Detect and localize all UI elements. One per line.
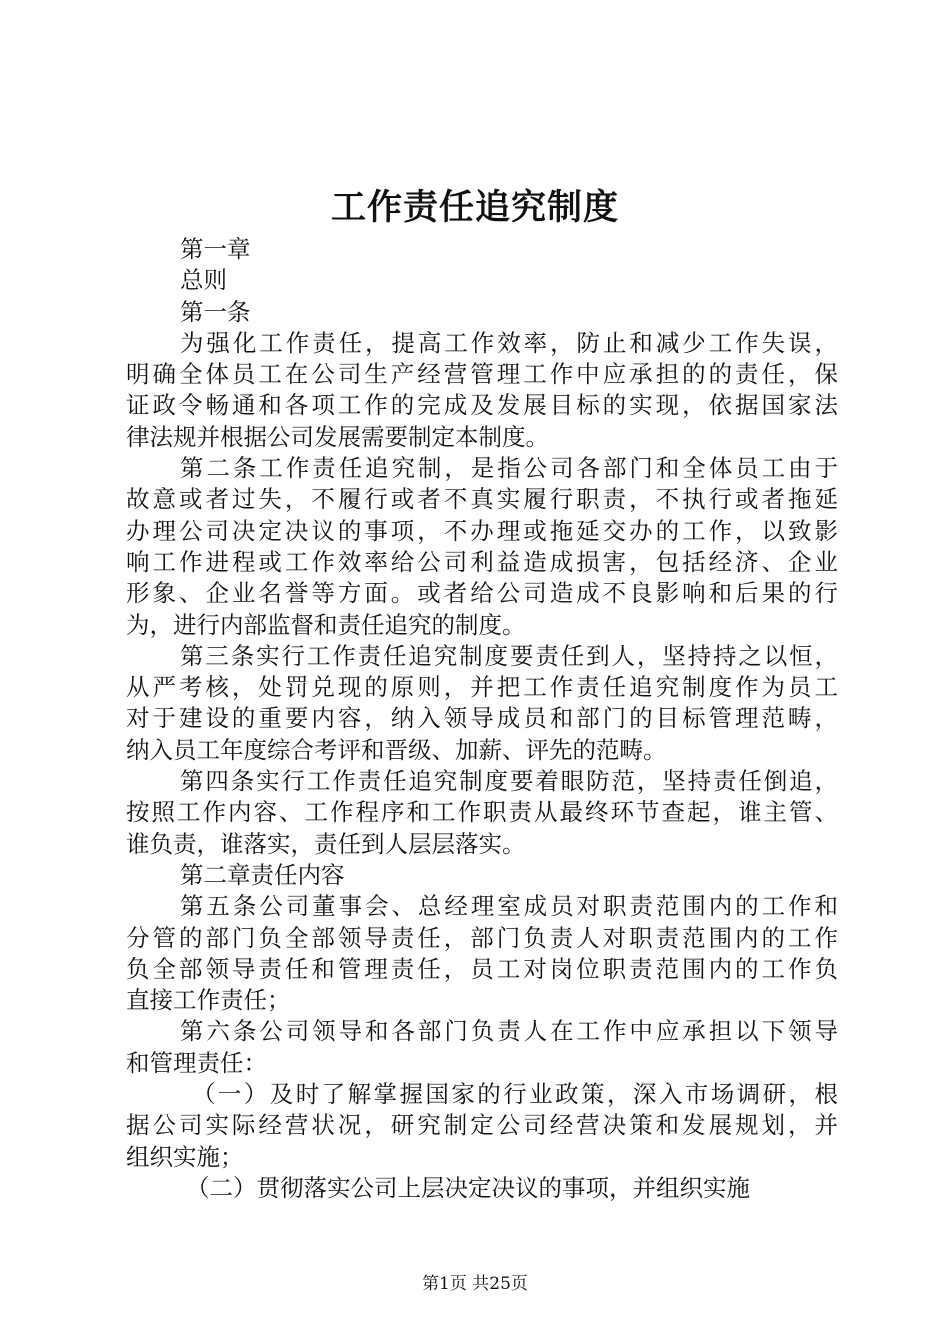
list-item-line: （一）及时了解掌握国家的行业政策，深入市场调研，根	[192, 1080, 838, 1109]
list-item-line: 据公司实际经营状况，研究制定公司经营决策和发展规划，并	[126, 1111, 838, 1140]
list-item-line: （二）贯彻落实公司上层决定决议的事项，并组织实施	[186, 1173, 750, 1202]
paragraph-line: 第二条工作责任追究制，是指公司各部门和全体员工由于	[180, 454, 838, 483]
paragraph-line: 第六条公司领导和各部门负责人在工作中应承担以下领导	[180, 1017, 838, 1046]
paragraph-line: 纳入员工年度综合考评和晋级、加薪、评先的范畴。	[126, 735, 667, 764]
paragraph-line: 负全部领导责任和管理责任，员工对岗位职责范围内的工作负	[126, 954, 838, 983]
paragraph-line: 和管理责任：	[126, 1048, 267, 1077]
list-item-line: 组织实施；	[126, 1142, 244, 1171]
paragraph-line: 按照工作内容、工作程序和工作职责从最终环节查起，谁主管、	[126, 798, 838, 827]
paragraph-line: 律法规并根据公司发展需要制定本制度。	[126, 422, 549, 451]
paragraph-line: 明确全体员工在公司生产经营管理工作中应承担的的责任，保	[126, 360, 838, 389]
paragraph-line: 形象、企业名誉等方面。或者给公司造成不良影响和后果的行	[126, 579, 838, 608]
chapter-heading: 第一章	[180, 235, 251, 263]
chapter-subheading: 总则	[180, 266, 227, 295]
paragraph-line: 分管的部门负全部领导责任，部门负责人对职责范围内的工作	[126, 923, 838, 952]
paragraph-line: 第五条公司董事会、总经理室成员对职责范围内的工作和	[180, 892, 838, 921]
paragraph-line: 从严考核，处罚兑现的原则，并把工作责任追究制度作为员工	[126, 673, 838, 702]
paragraph-line: 办理公司决定决议的事项，不办理或拖延交办的工作，以致影	[126, 516, 838, 545]
paragraph-line: 响工作进程或工作效率给公司利益造成损害，包括经济、企业	[126, 547, 838, 576]
paragraph-line: 第四条实行工作责任追究制度要着眼防范，坚持责任倒追，	[180, 767, 838, 796]
paragraph-line: 故意或者过失，不履行或者不真实履行职责，不执行或者拖延	[126, 485, 838, 514]
document-title: 工作责任追究制度	[330, 187, 619, 228]
paragraph-line: 直接工作责任；	[126, 986, 291, 1015]
paragraph-line: 对于建设的重要内容，纳入领导成员和部门的目标管理范畴，	[126, 704, 838, 733]
paragraph-line: 谁负责，谁落实，责任到人层层落实。	[126, 829, 526, 858]
article-heading: 第一条	[180, 297, 251, 326]
paragraph-line: 为强化工作责任，提高工作效率，防止和减少工作失误，	[180, 328, 838, 357]
document-body	[126, 234, 838, 1204]
chapter-heading: 第二章责任内容	[180, 860, 345, 889]
paragraph-line: 证政令畅通和各项工作的完成及发展目标的实现，依据国家法	[126, 391, 838, 420]
page-number-footer: 第1页 共25页	[422, 1274, 528, 1294]
paragraph-line: 第三条实行工作责任追究制度要责任到人，坚持持之以恒，	[180, 641, 838, 670]
paragraph-line: 为，进行内部监督和责任追究的制度。	[126, 610, 526, 639]
